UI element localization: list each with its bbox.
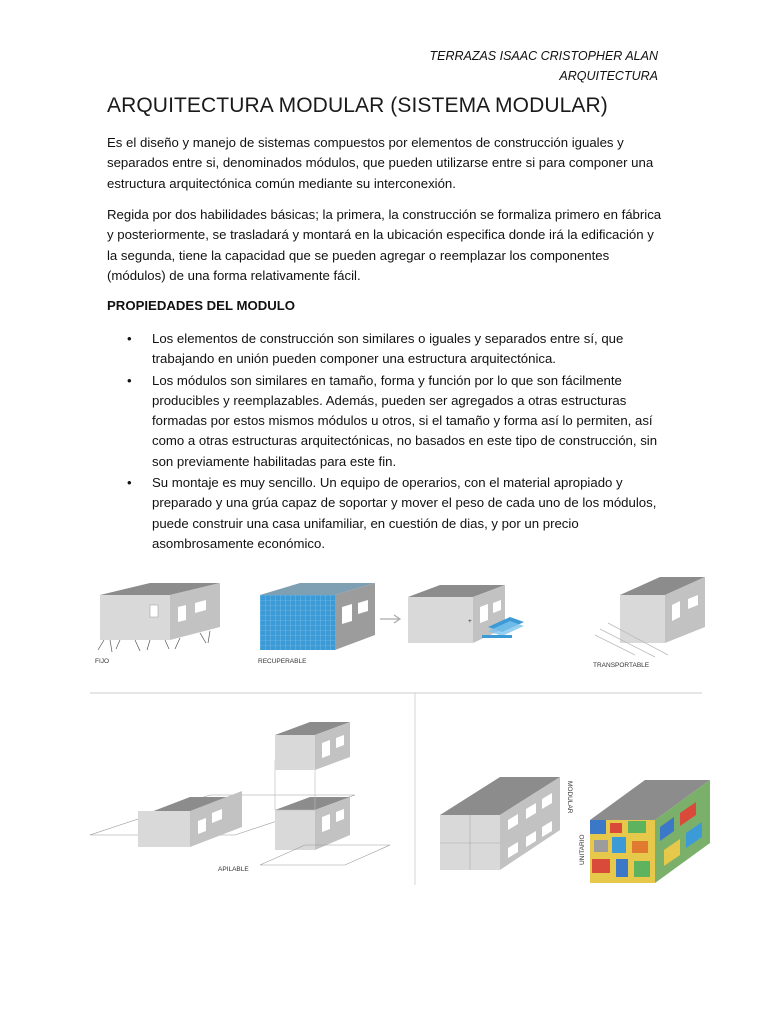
- stackable-module-illustration: [90, 722, 390, 873]
- properties-list: [107, 329, 667, 555]
- bullet-icon: •: [127, 475, 132, 491]
- label-recuperable: RECUPERABLE: [258, 658, 307, 665]
- list-item-text: Los módulos son similares en tamaño, forma y función por lo que son fácilmente producibles y reemplazables. Además, pueden ser agregados a otras estructuras formadas por estos mismos módulos u otros, si el tamaño y forma así lo permiten, así como a otras estructuras arquitectónicas, no basados en este tipo de construcción, sin son previamente habilitadas para este fin.: [152, 372, 658, 469]
- transportable-module-illustration: [593, 577, 705, 669]
- list-item-text: Su montaje es muy sencillo. Un equipo de operarios, con el material apropiado y preparado y una grúa capaz de soportar y mover el peso de cada uno de los módulos, puede construir una casa unifamiliar, en cuestión de dias, y por un precio asombrosamente económico.: [152, 475, 657, 551]
- document-header: [429, 46, 658, 86]
- modular-building-illustration: [440, 777, 573, 870]
- label-transportable: TRANSPORTABLE: [593, 662, 650, 669]
- plus-sign: +: [468, 618, 472, 625]
- list-item: [107, 473, 667, 554]
- subject-name: ARQUITECTURA: [559, 69, 658, 83]
- bullet-icon: •: [127, 331, 132, 346]
- modular-architecture-figure: [90, 565, 710, 885]
- unitary-module-illustration: [579, 780, 710, 883]
- label-unitario: UNITARIO: [579, 834, 586, 865]
- list-item: [107, 329, 667, 370]
- author-name: TERRAZAS ISAAC CRISTOPHER ALAN: [429, 49, 658, 63]
- list-item: [107, 371, 667, 472]
- bullet-icon: •: [127, 372, 132, 388]
- label-apilable: APILABLE: [218, 866, 249, 873]
- list-item-text: Los elementos de construcción son similares o iguales y separados entre sí, que trabajando en unión pueden componer una estructura arquitectónica.: [152, 331, 624, 367]
- page-title: ARQUITECTURA MODULAR (SISTEMA MODULAR): [107, 94, 608, 117]
- plain-module-illustration: [408, 585, 524, 643]
- label-fijo: FIJO: [95, 658, 110, 665]
- label-modular: MODULAR: [566, 781, 573, 814]
- second-paragraph: Regida por dos habilidades básicas; la primera, la construcción se formaliza primero en fábrica y posteriormente, se trasladará y montará en la ubicación especifica donde irá la edificación y la segunda, tiene la capacidad que se pueden agregar o reemplazar los componentes (módulos) de una forma relativamente fácil.: [107, 207, 662, 283]
- recuperable-module-illustration: [258, 583, 400, 665]
- section-heading: PROPIEDADES DEL MODULO: [107, 298, 296, 313]
- intro-paragraph: Es el diseño y manejo de sistemas compuestos por elementos de construcción iguales y separados entre si, denominados módulos, que pueden utilizarse entre si para componer una estructura arquitectónica común mediante su interconexión.: [107, 135, 654, 191]
- fixed-module-illustration: [95, 583, 220, 665]
